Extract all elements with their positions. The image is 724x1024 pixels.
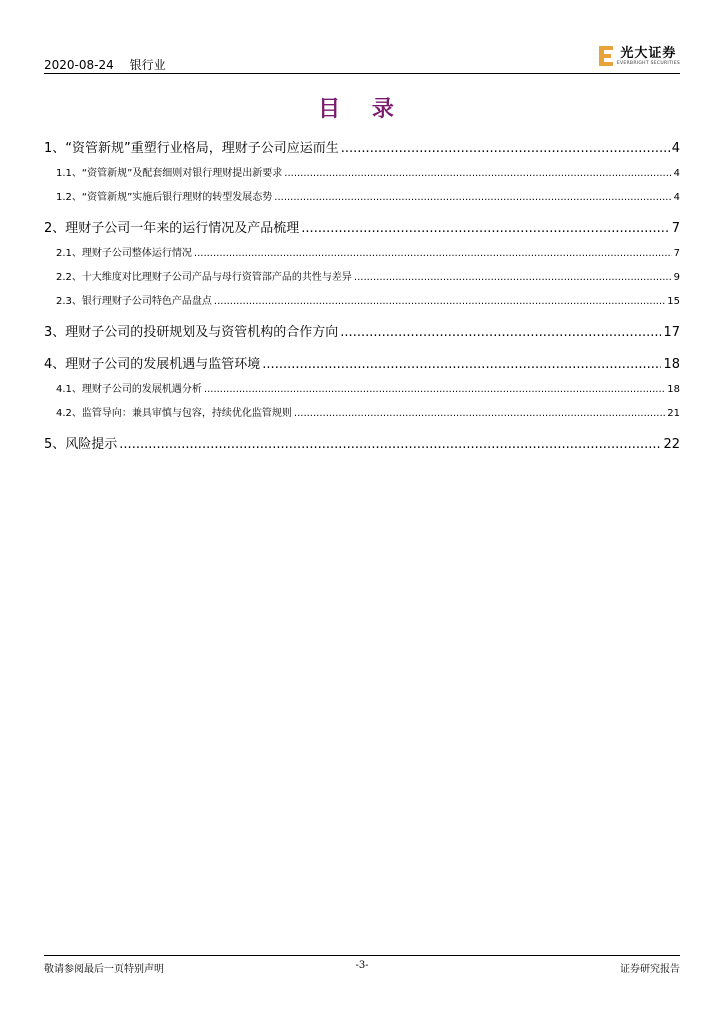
toc-subsection-entry[interactable] [44,162,680,186]
toc-section-entry[interactable] [44,216,680,242]
toc-subsection-entry[interactable] [44,402,680,426]
toc-section-entry[interactable] [44,352,680,378]
toc-dot-leader [274,186,671,210]
toc-entry-label: 理财子公司的发展机遇分析 [81,384,202,395]
toc-dot-leader [301,216,669,242]
toc-dot-leader [262,352,661,378]
toc-entry-page: 15 [667,296,680,307]
logo-text [617,46,680,67]
toc-entry-number: 4.2、 [56,408,82,419]
header-divider [44,73,680,74]
toc-entry-label: 十大维度对比理财子公司产品与母行资管部产品的共性与差异 [81,272,352,283]
toc-dot-leader [214,290,665,314]
toc-subsection-entry[interactable] [44,378,680,402]
toc-entry-number: 4.1、 [56,384,82,395]
toc-entry-page: 9 [673,272,680,283]
toc-dot-leader [341,136,670,162]
toc-entry-label: “资管新规”及配套细则对银行理财提出新要求 [81,168,283,179]
toc-entry-page: 7 [671,221,680,236]
toc-entry-label: 理财子公司整体运行情况 [81,248,192,259]
toc-entry-label: “资管新规”实施后银行理财的转型发展态势 [81,192,273,203]
page-number: -3- [355,960,369,971]
toc-dot-leader [294,402,665,426]
logo-mark-icon [599,46,613,66]
toc-entry-label: 风险提示 [65,437,118,452]
toc-section-entry[interactable] [44,432,680,458]
toc-subsection-entry[interactable] [44,290,680,314]
logo-english-name: EVERBRIGHT SECURITIES [616,60,680,66]
table-of-contents [44,136,680,458]
industry-label: 银行业 [129,58,166,72]
toc-dot-leader [340,320,661,346]
toc-section-entry[interactable] [44,320,680,346]
toc-entry-page: 4 [673,192,680,203]
toc-entry-label: 银行理财子公司特色产品盘点 [81,296,212,307]
company-logo [599,42,680,70]
toc-dot-leader [284,162,671,186]
toc-entry-page: 21 [667,408,680,419]
report-date: 2020-08-24 [44,58,114,72]
toc-title: 目 录 [318,96,406,122]
toc-entry-number: 1.1、 [56,168,82,179]
toc-subsection-entry[interactable] [44,266,680,290]
toc-subsection-entry[interactable] [44,186,680,210]
toc-section-entry[interactable] [44,136,680,162]
toc-subsection-entry[interactable] [44,242,680,266]
footer-divider [44,955,680,956]
toc-entry-page: 17 [663,325,680,340]
page-header [44,42,680,72]
disclaimer-note: 敬请参阅最后一页特别声明 [44,964,164,975]
toc-entry-page: 18 [663,357,680,372]
toc-entry-label: 理财子公司一年来的运行情况及产品梳理 [65,221,300,236]
toc-entry-number: 3、 [44,325,66,340]
toc-entry-label: “资管新规”重塑行业格局，理财子公司应运而生 [65,141,339,156]
toc-entry-page: 22 [663,437,680,452]
toc-entry-page: 4 [673,168,680,179]
toc-entry-page: 18 [667,384,680,395]
toc-entry-number: 2.2、 [56,272,82,283]
toc-entry-label: 理财子公司的投研规划及与资管机构的合作方向 [65,325,339,340]
toc-dot-leader [354,266,672,290]
toc-entry-number: 2、 [44,221,66,236]
toc-entry-label: 监管导向：兼具审慎与包容，持续优化监管规则 [81,408,292,419]
toc-entry-label: 理财子公司的发展机遇与监管环境 [65,357,261,372]
toc-entry-number: 2.3、 [56,296,82,307]
logo-chinese-name: 光大证券 [620,45,677,61]
toc-dot-leader [204,378,665,402]
toc-dot-leader [119,432,661,458]
toc-entry-number: 1.2、 [56,192,82,203]
toc-dot-leader [194,242,672,266]
toc-entry-page: 4 [671,141,680,156]
toc-entry-number: 4、 [44,357,66,372]
toc-entry-number: 1、 [44,141,66,156]
toc-entry-page: 7 [673,248,680,259]
header-meta [44,56,178,73]
report-type: 证券研究报告 [620,964,680,975]
toc-entry-number: 2.1、 [56,248,82,259]
toc-entry-number: 5、 [44,437,66,452]
page-footer [44,960,680,976]
